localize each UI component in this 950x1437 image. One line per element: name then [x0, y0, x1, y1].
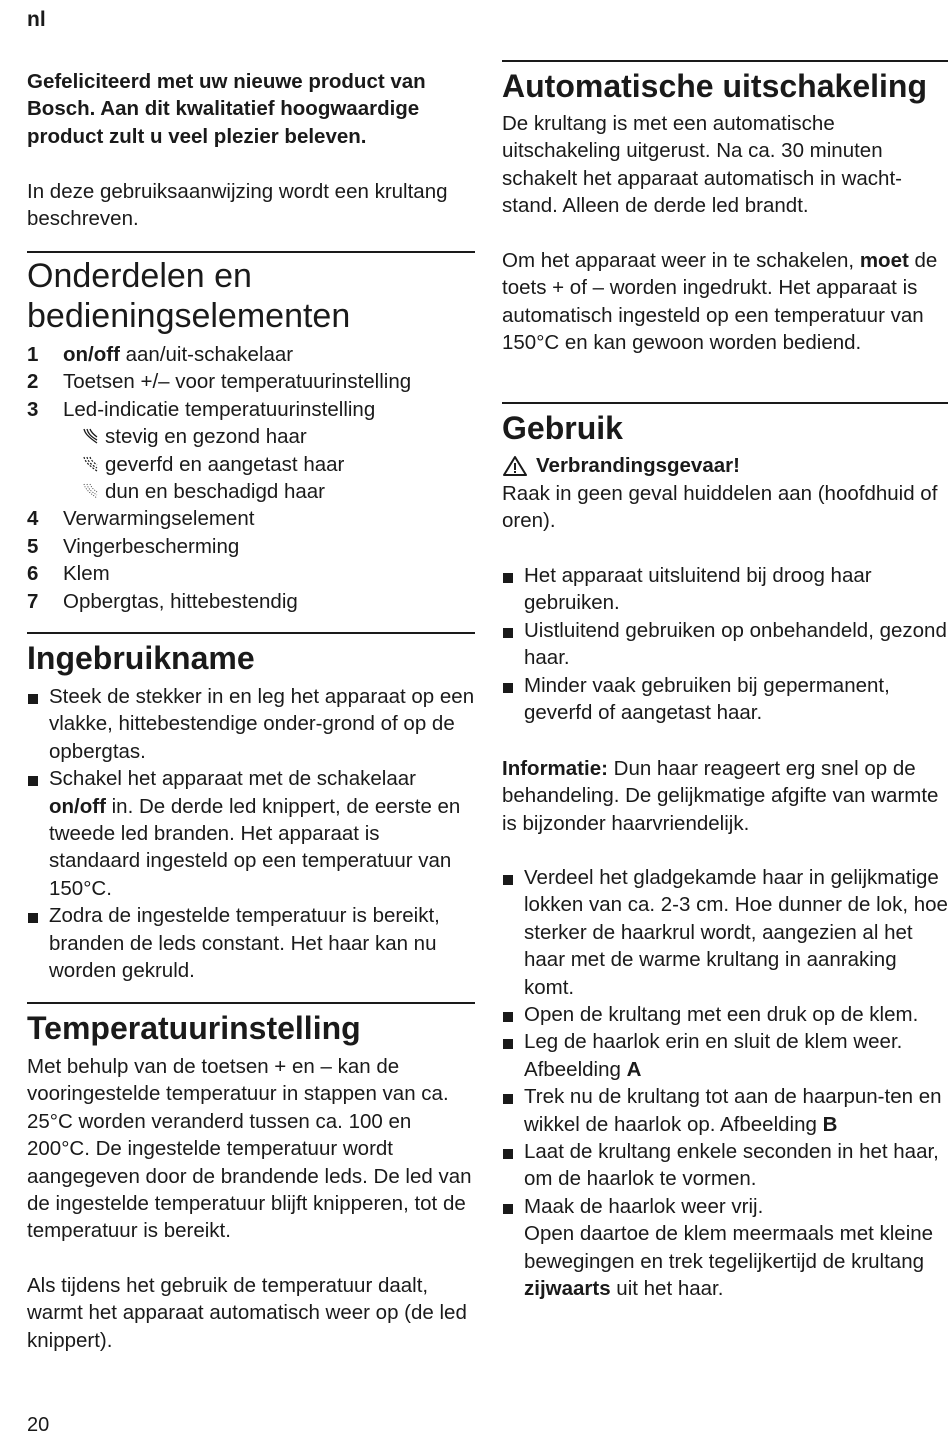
temperature-title: Temperatuurinstelling [27, 1010, 361, 1046]
list-item: 2 Toetsen +/– voor temperatuurinstelling [27, 370, 412, 394]
list-item: 3 Led-indicatie temperatuurinstelling [27, 397, 376, 421]
warning-icon [502, 455, 528, 477]
temperature-text: Met behulp van de toetsen + en – kan de vooringestelde temperatuur in stappen van ca. 25°C worden veranderd tussen ca. 100 en 200°C. De ingestelde temperatuur wordt aangegeven door de brandende leds. De led van de ingestelde temperatuur blijft knipperen, tot de temperatuur is bereikt. [27, 1055, 472, 1243]
language-code: nl [27, 8, 46, 31]
list-item: Steek de stekker in en leg het apparaat op een vlakke, hittebestendige onder-grond of op de opbergtas. [27, 683, 475, 765]
intro-bold: Gefeliciteerd met uw nieuwe product van Bosch. Aan dit kwalitatief hoogwaardige product zult u veel plezier beleven. [27, 70, 426, 148]
burn-warning: Verbrandingsgevaar! [502, 452, 740, 479]
list-item: Maak de haarlok weer vrij. Open daartoe de klem meermaals met kleine bewegingen en trek tegelijkertijd de krultang zijwaarts uit het haar. [502, 1193, 948, 1303]
list-item: Zodra de ingestelde temperatuur is bereikt, branden de leds constant. Het haar kan nu worden gekruld. [27, 902, 475, 984]
parts-list [27, 341, 475, 615]
divider [27, 1002, 475, 1004]
list-item: 4 Verwarmingselement [27, 507, 255, 531]
parts-title: Onderdelen en bedieningselementen [27, 257, 351, 335]
list-item: Trek nu de krultang tot aan de haarpun-ten en wikkel de haarlok op. Afbeelding B [502, 1083, 948, 1138]
list-item: Uistluitend gebruiken op onbehandeld, gezond haar. [502, 617, 948, 672]
list-item: geverfd en aangetast haar [27, 451, 475, 478]
warning-text: Raak in geen geval huiddelen aan (hoofdhuid of oren). [502, 482, 938, 533]
list-item: 1 on/off aan/uit-schakelaar [27, 343, 294, 366]
divider [27, 632, 475, 634]
auto-off-title: Automatische uitschakeling [502, 68, 927, 104]
list-item: 5 Vingerbescherming [27, 534, 240, 558]
use-steps [502, 864, 948, 1303]
auto-off-text-2: Om het apparaat weer in te schakelen, moet de toets + of – worden ingedrukt. Het apparaat is automatisch ingesteld op een temperatuur van 150°C en kan gewoon worden bediend. [502, 249, 938, 355]
temperature-text-2: Als tijdens het gebruik de temperatuur daalt, warmt het apparaat automatisch weer op (de led knippert). [27, 1274, 467, 1352]
list-item: stevig en gezond haar [27, 423, 475, 450]
use-title: Gebruik [502, 410, 623, 446]
list-item: Open de krultang met een druk op de klem. [502, 1001, 948, 1028]
commissioning-list [27, 683, 475, 984]
list-item: dun en beschadigd haar [27, 478, 475, 505]
page-number: 20 [27, 1414, 50, 1436]
list-item: Schakel het apparaat met de schakelaar on/off in. De derde led knippert, de eerste en tweede led branden. Het apparaat is standaard ingesteld op een temperatuur van 150°C. [27, 765, 475, 902]
info-text: Informatie: Dun haar reageert erg snel op de behandeling. De gelijkmatige afgifte van warmte is bijzonder haarvriendelijk. [502, 757, 939, 835]
list-item: Verdeel het gladgekamde haar in gelijkmatige lokken van ca. 2-3 cm. Hoe dunner de lok, hoe sterker de haarkrul wordt, aangezien al het haar met de warme krultang in aanraking komt. [502, 864, 948, 1001]
list-item: 7 Opbergtas, hittebestendig [27, 589, 298, 613]
use-list-1 [502, 562, 948, 726]
list-item: Het apparaat uitsluitend bij droog haar gebruiken. [502, 562, 948, 617]
commissioning-title: Ingebruikname [27, 640, 255, 676]
divider [27, 251, 475, 253]
intro-text: In deze gebruiksaanwijzing wordt een krultang beschreven. [27, 180, 448, 231]
hair-strong-icon [81, 423, 105, 450]
hair-thin-icon [81, 478, 105, 505]
list-item: Laat de krultang enkele seconden in het haar, om de haarlok te vormen. [502, 1138, 948, 1193]
divider [502, 60, 948, 62]
list-item: 6 Klem [27, 562, 110, 586]
auto-off-text: De krultang is met een automatische uitschakeling uitgerust. Na ca. 30 minuten schakelt het apparaat automatisch in wacht-stand. Alleen de derde led brandt. [502, 112, 902, 218]
divider [502, 402, 948, 404]
list-item: Leg de haarlok erin en sluit de klem weer. Afbeelding A [502, 1028, 948, 1083]
hair-colored-icon [81, 451, 105, 478]
list-item: Minder vaak gebruiken bij gepermanent, geverfd of aangetast haar. [502, 672, 948, 727]
